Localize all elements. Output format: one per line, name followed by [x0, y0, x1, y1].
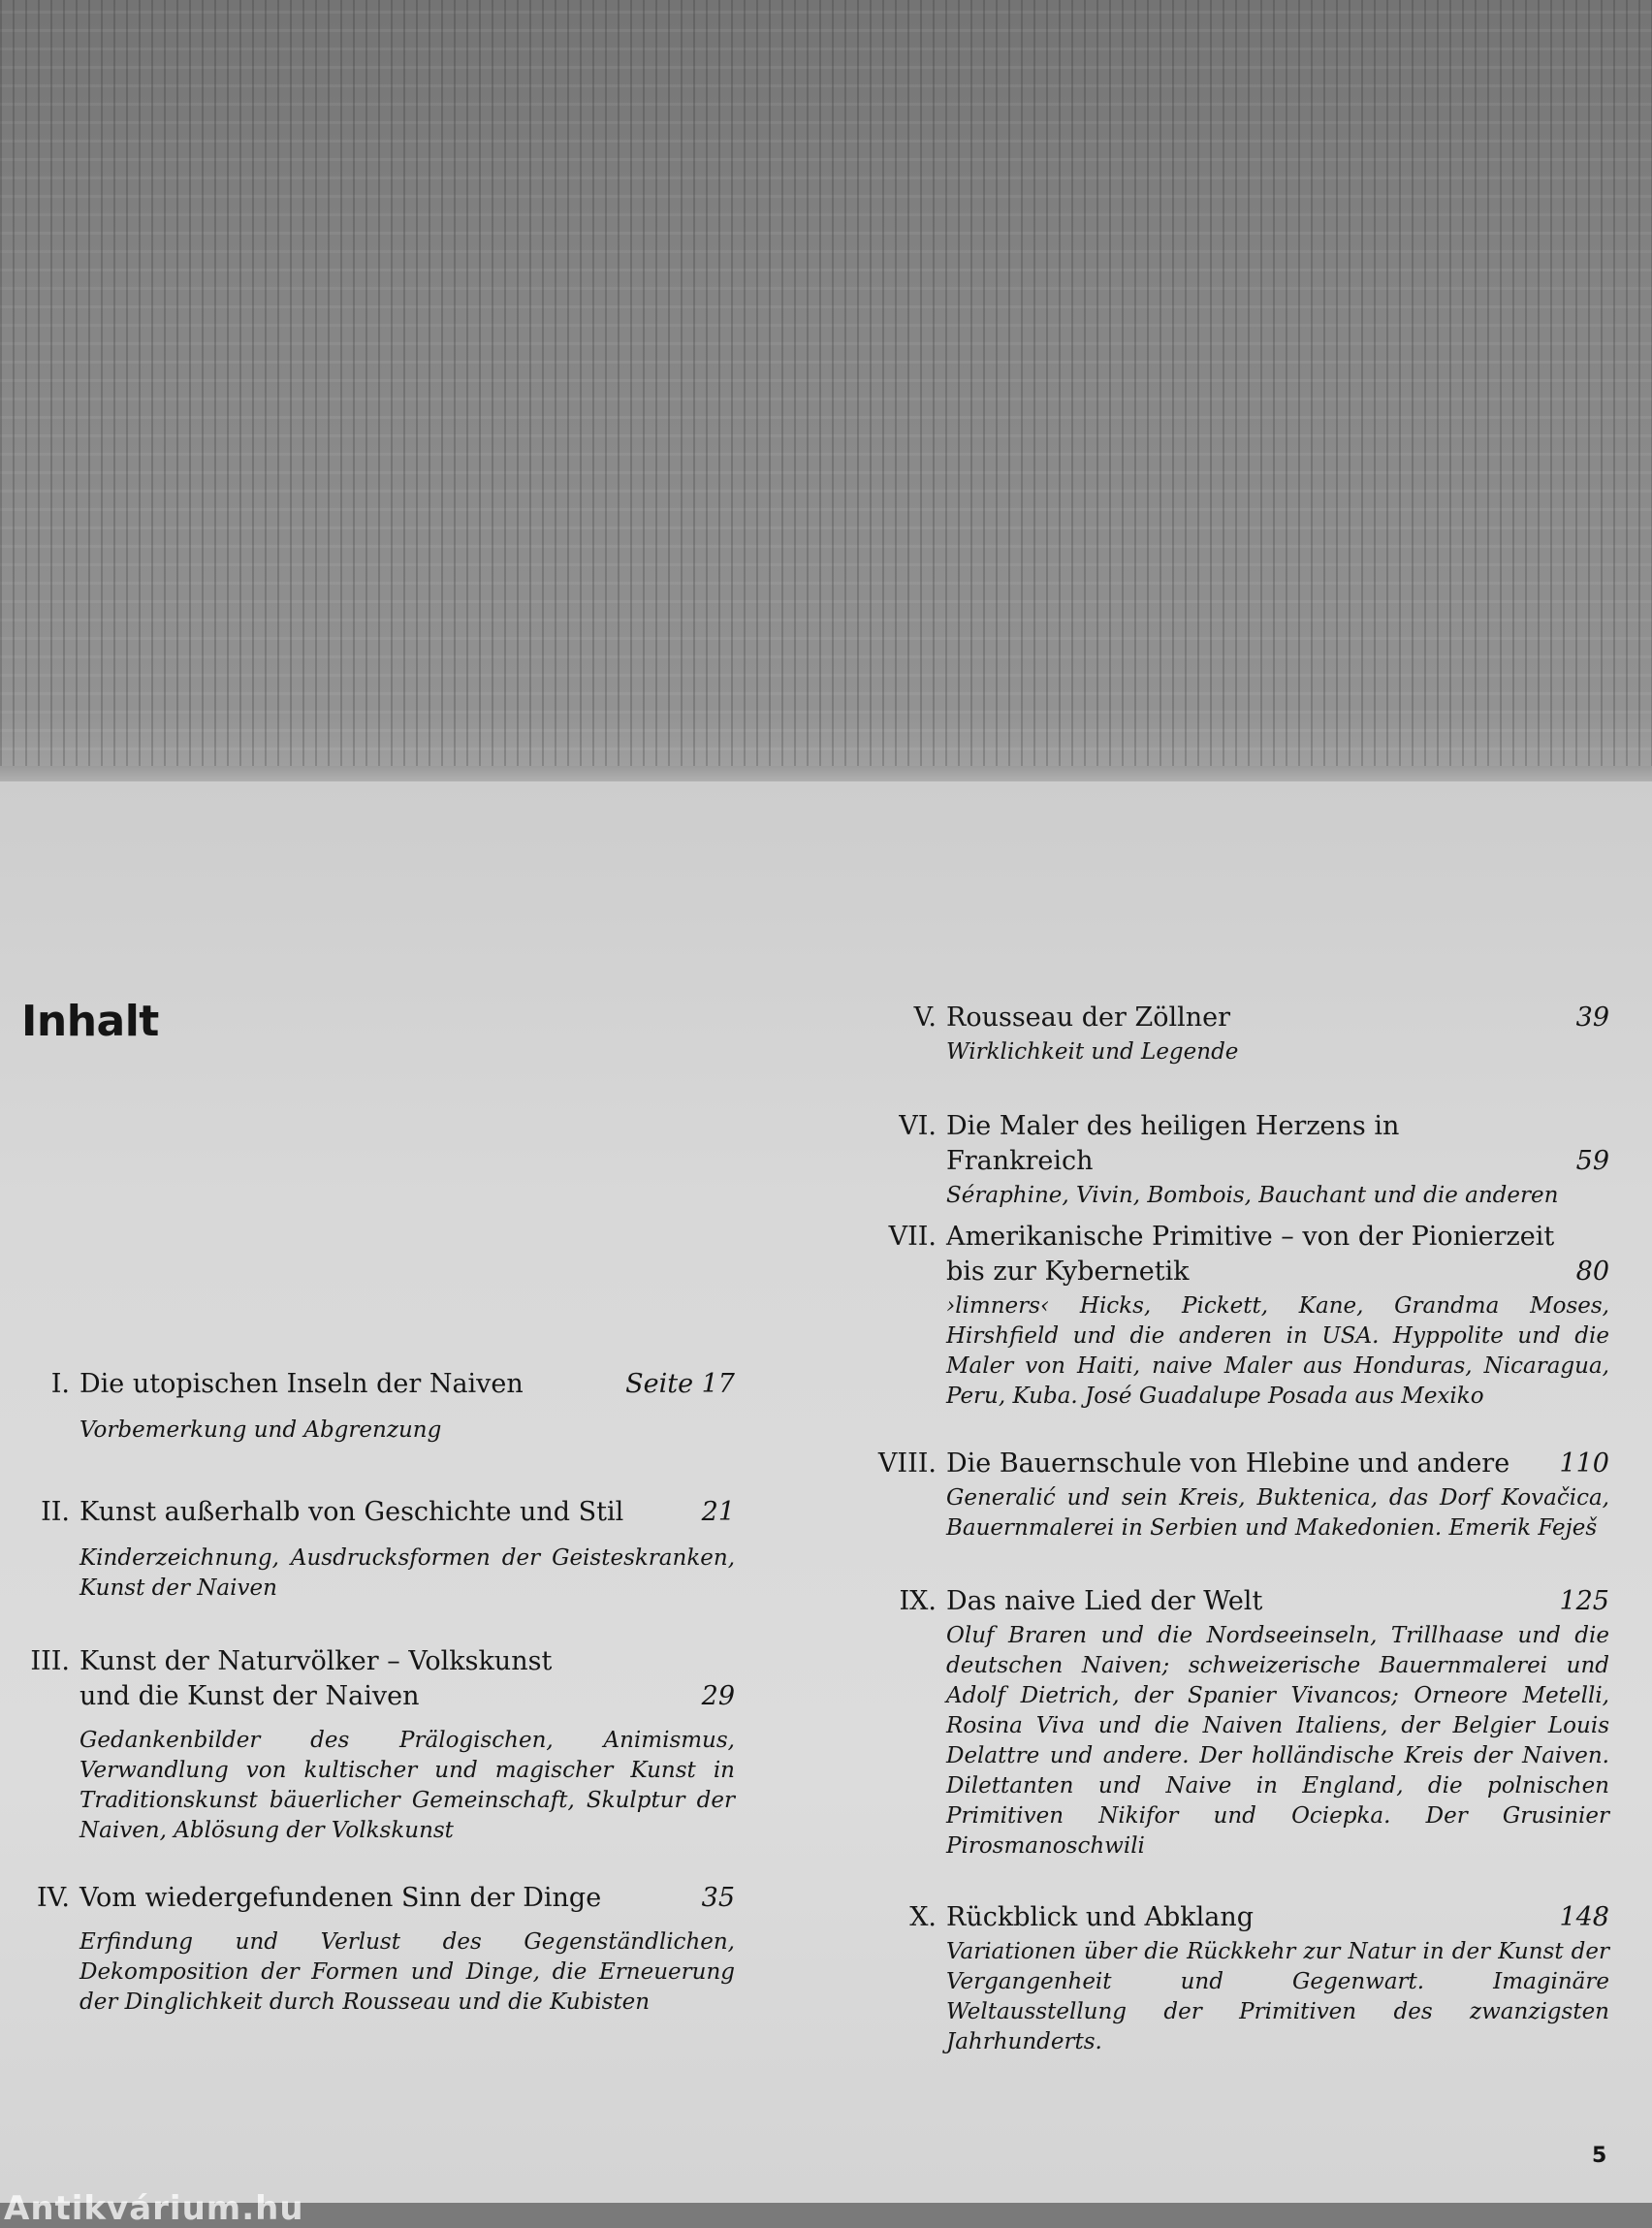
entry-subtitle: Oluf Braren und die Nordseeinseln, Trillhaase und die deutschen Naiven; schweizerische Bauernmalerei und Adolf Dietrich, der Spanier Vivancos; Orneore Metelli, Rosina Viva und die Naiven Italiens, der Belgier Louis Delattre und andere. Der holländische Kreis der Naiven. Dilettanten und Naive in England, die polnischen Primitiven Nikifor und Ociepka. Der Grusinier Pirosmanoschwili: [946, 1623, 1609, 1859]
entry-page: 29: [701, 1681, 735, 1711]
entry-number: VIII.: [877, 1448, 937, 1479]
entry-title: Die Bauernschule von Hlebine und andere 110: [946, 1447, 1609, 1481]
entry-subtitle: Wirklichkeit und Legende: [946, 1039, 1239, 1065]
entry-number: IX.: [899, 1586, 937, 1616]
entry-page: Seite 17: [625, 1369, 735, 1399]
toc-entry-2: [41, 1495, 735, 1604]
entry-number: VII.: [888, 1222, 937, 1252]
entry-number: I.: [50, 1369, 70, 1399]
entry-title: Vom wiedergefundenen Sinn der Dinge 35: [79, 1881, 735, 1916]
toc-page: [0, 781, 1652, 2228]
entry-page: 59: [1575, 1146, 1609, 1176]
toc-entry-7: [888, 1220, 1609, 1412]
entry-title: Das naive Lied der Welt 125: [946, 1584, 1609, 1619]
entry-page: 110: [1559, 1448, 1609, 1479]
entry-number: IV.: [36, 1883, 70, 1913]
watermark: Antikvárium.hu: [4, 2189, 304, 2228]
toc-entry-1: [50, 1367, 735, 1446]
toc-entry-5: [913, 1001, 1609, 1067]
entry-number: V.: [913, 1003, 937, 1033]
entry-title: Amerikanische Primitive – von der Pionierzeit bis zur Kybernetik 80: [946, 1220, 1609, 1289]
entry-number: II.: [41, 1497, 70, 1527]
toc-entry-10: [909, 1900, 1609, 2057]
entry-subtitle: Variationen über die Rückkehr zur Natur in der Kunst der Vergangenheit und Gegenwart. Imaginäre Weltausstellung der Primitiven des zwanzigsten Jahrhunderts.: [946, 1939, 1609, 2054]
entry-title: Kunst der Naturvölker – Volkskunst und die Kunst der Naiven 29: [79, 1644, 735, 1714]
entry-subtitle: Séraphine, Vivin, Bombois, Bauchant und die anderen: [946, 1183, 1559, 1208]
entry-subtitle: Kinderzeichnung, Ausdrucksformen der Geisteskranken, Kunst der Naiven: [79, 1545, 735, 1601]
entry-subtitle: Generalić und sein Kreis, Buktenica, das Dorf Kovačica, Bauernmalerei in Serbien und Makedonien. Emerik Feješ: [946, 1485, 1609, 1541]
entry-number: III.: [30, 1646, 70, 1676]
entry-subtitle: Erfindung und Verlust des Gegenständlichen, Dekomposition der Formen und Dinge, die Erneuerung der Dinglichkeit durch Rousseau und die Kubisten: [79, 1929, 735, 2015]
entry-page: 39: [1575, 1003, 1609, 1033]
entry-title: Rousseau der Zöllner 39: [946, 1001, 1609, 1035]
entry-subtitle: Vorbemerkung und Abgrenzung: [79, 1417, 442, 1443]
entry-page: 21: [701, 1497, 735, 1527]
entry-title: Rückblick und Abklang 148: [946, 1900, 1609, 1935]
entry-title: Die Maler des heiligen Herzens in Frankreich 59: [946, 1109, 1609, 1179]
entry-number: VI.: [899, 1111, 937, 1141]
entry-page: 35: [701, 1883, 735, 1913]
entry-subtitle: Gedankenbilder des Prälogischen, Animismus, Verwandlung von kultischer und magischer Kunst in Traditionskunst bäuerlicher Gemeinschaft, Skulptur der Naiven, Ablösung der Volkskunst: [79, 1728, 735, 1843]
entry-title: Die utopischen Inseln der Naiven Seite 17: [79, 1367, 735, 1402]
toc-entry-9: [899, 1584, 1609, 1862]
toc-entry-4: [36, 1881, 735, 2018]
entry-title: Kunst außerhalb von Geschichte und Stil 21: [79, 1495, 735, 1530]
entry-number: X.: [909, 1902, 937, 1932]
book-cover: [0, 0, 1652, 787]
page-number: 5: [1592, 2144, 1607, 2168]
toc-entry-8: [877, 1447, 1609, 1544]
entry-page: 125: [1559, 1586, 1609, 1616]
toc-entry-6: [899, 1109, 1609, 1211]
toc-entry-3: [30, 1644, 735, 1846]
entry-subtitle: ›limners‹ Hicks, Pickett, Kane, Grandma Moses, Hirshfield und die anderen in USA. Hyppolite und die Maler von Haiti, naive Maler aus Honduras, Nicaragua, Peru, Kuba. José Guadalupe Posada aus Mexiko: [946, 1293, 1609, 1409]
page-title: Inhalt: [21, 997, 159, 1046]
entry-page: 80: [1575, 1257, 1609, 1287]
entry-page: 148: [1559, 1902, 1609, 1932]
